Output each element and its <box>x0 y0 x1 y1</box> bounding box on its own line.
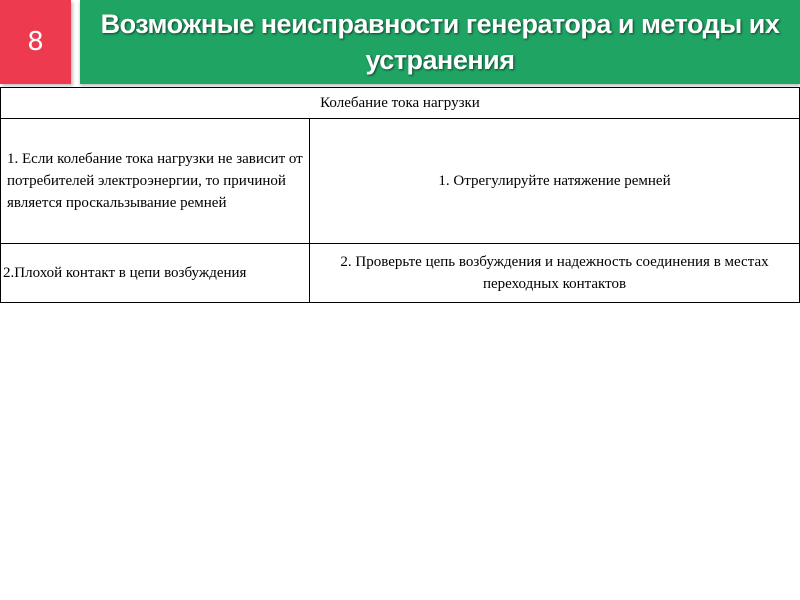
table-row <box>1 244 800 303</box>
slide-number: 8 <box>27 27 44 57</box>
cause-cell: 2.Плохой контакт в цепи возбуждения <box>1 244 310 303</box>
cause-cell: 1. Если колебание тока нагрузки не зависит от потребителей электроэнергии, то причиной является проскальзывание ремней <box>1 119 310 244</box>
table-row <box>1 119 800 244</box>
table-header-row <box>1 88 800 119</box>
fix-cell: 2. Проверьте цепь возбуждения и надежность соединения в местах переходных контактов <box>310 244 800 303</box>
faults-table <box>0 87 800 303</box>
slide-header <box>0 0 800 88</box>
slide-title: Возможные неисправности генератора и методы их устранения <box>100 9 780 75</box>
slide-number-badge <box>0 0 71 84</box>
fix-cell: 1. Отрегулируйте натяжение ремней <box>310 119 800 244</box>
title-banner <box>80 0 800 84</box>
table-header-cell: Колебание тока нагрузки <box>1 88 800 119</box>
